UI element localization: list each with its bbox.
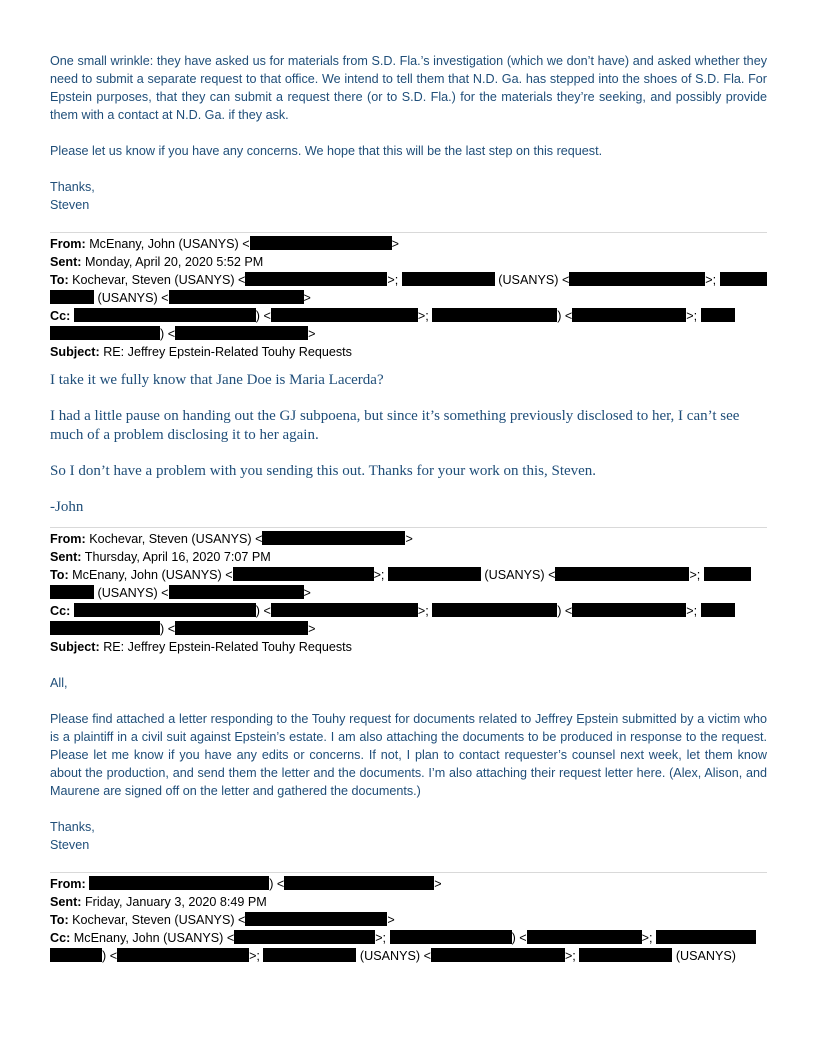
- redaction: [74, 308, 256, 322]
- redaction: [250, 236, 392, 250]
- from-line: From: Kochevar, Steven (USANYS) < >: [50, 532, 413, 546]
- redaction: [50, 290, 94, 304]
- sent-line: Sent: Monday, April 20, 2020 5:52 PM: [50, 255, 264, 269]
- greeting: All,: [50, 676, 68, 690]
- cc-line: Cc: ) < >; ) < >;: [50, 307, 767, 325]
- email-thread: [50, 52, 767, 965]
- body-paragraph: So I don’t have a problem with you sending this out. Thanks for your work on this, Steven.: [50, 463, 597, 479]
- sent-line: Sent: Friday, January 3, 2020 8:49 PM: [50, 895, 267, 909]
- signature: Steven: [50, 838, 90, 852]
- redaction: [169, 585, 304, 599]
- to-line: To: McEnany, John (USANYS) < >; (USANYS) < >;: [50, 566, 767, 584]
- redaction: [656, 930, 756, 944]
- sent-line: Sent: Thursday, April 16, 2020 7:07 PM: [50, 550, 271, 564]
- redaction: [431, 948, 565, 962]
- body-paragraph: Please find attached a letter responding to the Touhy request for documents related to Jeffrey Epstein submitted by a victim who is a plaintiff in a civil suit against Epstein’s estate. I am also attaching the documents to be produced in response to the request. Please let me know if you have any edits or concerns. If not, I plan to contact requester’s counsel next week, let them know about the production, and send them the letter and the documents. I’m also attaching their request letter here. (Alex, Alison, and Maurene are signed off on the letter and gathered the documents.): [50, 712, 767, 798]
- redaction: [704, 567, 751, 581]
- redaction: [245, 272, 387, 286]
- body-paragraph: I had a little pause on handing out the GJ subpoena, but since it’s something previously disclosed to her, I can’t see much of a problem disclosing it to her again.: [50, 408, 740, 443]
- redaction: [388, 567, 481, 581]
- redaction: [50, 585, 94, 599]
- cc-line-cont: ) < >; (USANYS) < >; (USANYS): [50, 947, 767, 965]
- body-paragraph: I take it we fully know that Jane Doe is Maria Lacerda?: [50, 372, 384, 388]
- email-header: [50, 875, 767, 965]
- from-line: From: McEnany, John (USANYS) < >: [50, 237, 399, 251]
- cc-line-cont: ) < >: [50, 325, 767, 343]
- subject-line: Subject: RE: Jeffrey Epstein-Related Touhy Requests: [50, 640, 352, 654]
- closing: Thanks,: [50, 180, 95, 194]
- redaction: [701, 603, 735, 617]
- redaction: [271, 308, 418, 322]
- divider: [50, 232, 767, 233]
- redaction: [402, 272, 495, 286]
- to-line: To: Kochevar, Steven (USANYS) < >; (USANYS) < >;: [50, 271, 767, 289]
- signature: -John: [50, 499, 84, 515]
- redaction: [569, 272, 705, 286]
- redaction: [284, 876, 434, 890]
- to-line: To: Kochevar, Steven (USANYS) < >: [50, 913, 395, 927]
- redaction: [169, 290, 304, 304]
- redaction: [572, 308, 686, 322]
- redaction: [720, 272, 767, 286]
- subject-line: Subject: RE: Jeffrey Epstein-Related Touhy Requests: [50, 345, 352, 359]
- redaction: [555, 567, 689, 581]
- email-body: [50, 674, 767, 854]
- redaction: [245, 912, 387, 926]
- redaction: [175, 621, 308, 635]
- top-message-paragraph: Please let us know if you have any concerns. We hope that this will be the last step on this request.: [50, 144, 603, 158]
- email-header: [50, 530, 767, 656]
- to-line-cont: (USANYS) < >: [50, 584, 767, 602]
- cc-line: Cc: McEnany, John (USANYS) < >; ) < >;: [50, 929, 767, 947]
- redaction: [701, 308, 735, 322]
- redaction: [263, 948, 356, 962]
- redaction: [50, 948, 102, 962]
- redaction: [234, 930, 375, 944]
- redaction: [572, 603, 686, 617]
- from-line: From: ) < >: [50, 877, 442, 891]
- redaction: [89, 876, 269, 890]
- top-message: [50, 52, 767, 214]
- cc-line-cont: ) < >: [50, 620, 767, 638]
- closing: Thanks,: [50, 820, 95, 834]
- email-header: [50, 235, 767, 361]
- email-body: [50, 371, 767, 517]
- redaction: [262, 531, 405, 545]
- redaction: [233, 567, 374, 581]
- redaction: [432, 308, 557, 322]
- signature: Steven: [50, 198, 90, 212]
- divider: [50, 872, 767, 873]
- redaction: [527, 930, 642, 944]
- redaction: [50, 621, 160, 635]
- redaction: [175, 326, 308, 340]
- top-message-paragraph: One small wrinkle: they have asked us for materials from S.D. Fla.’s investigation (which we don’t have) and asked whether they need to submit a separate request to that office. We intend to tell them that N.D. Ga. has stepped into the shoes of S.D. Fla. For Epstein purposes, that they can submit a request there (or to S.D. Fla.) for the materials they’re seeking, and possibly provide them with a contact at N.D. Ga. if they ask.: [50, 54, 767, 122]
- redaction: [74, 603, 256, 617]
- to-line-cont: (USANYS) < >: [50, 289, 767, 307]
- redaction: [432, 603, 557, 617]
- redaction: [579, 948, 672, 962]
- redaction: [117, 948, 249, 962]
- redaction: [271, 603, 418, 617]
- redaction: [50, 326, 160, 340]
- redaction: [390, 930, 512, 944]
- divider: [50, 527, 767, 528]
- cc-line: Cc: ) < >; ) < >;: [50, 602, 767, 620]
